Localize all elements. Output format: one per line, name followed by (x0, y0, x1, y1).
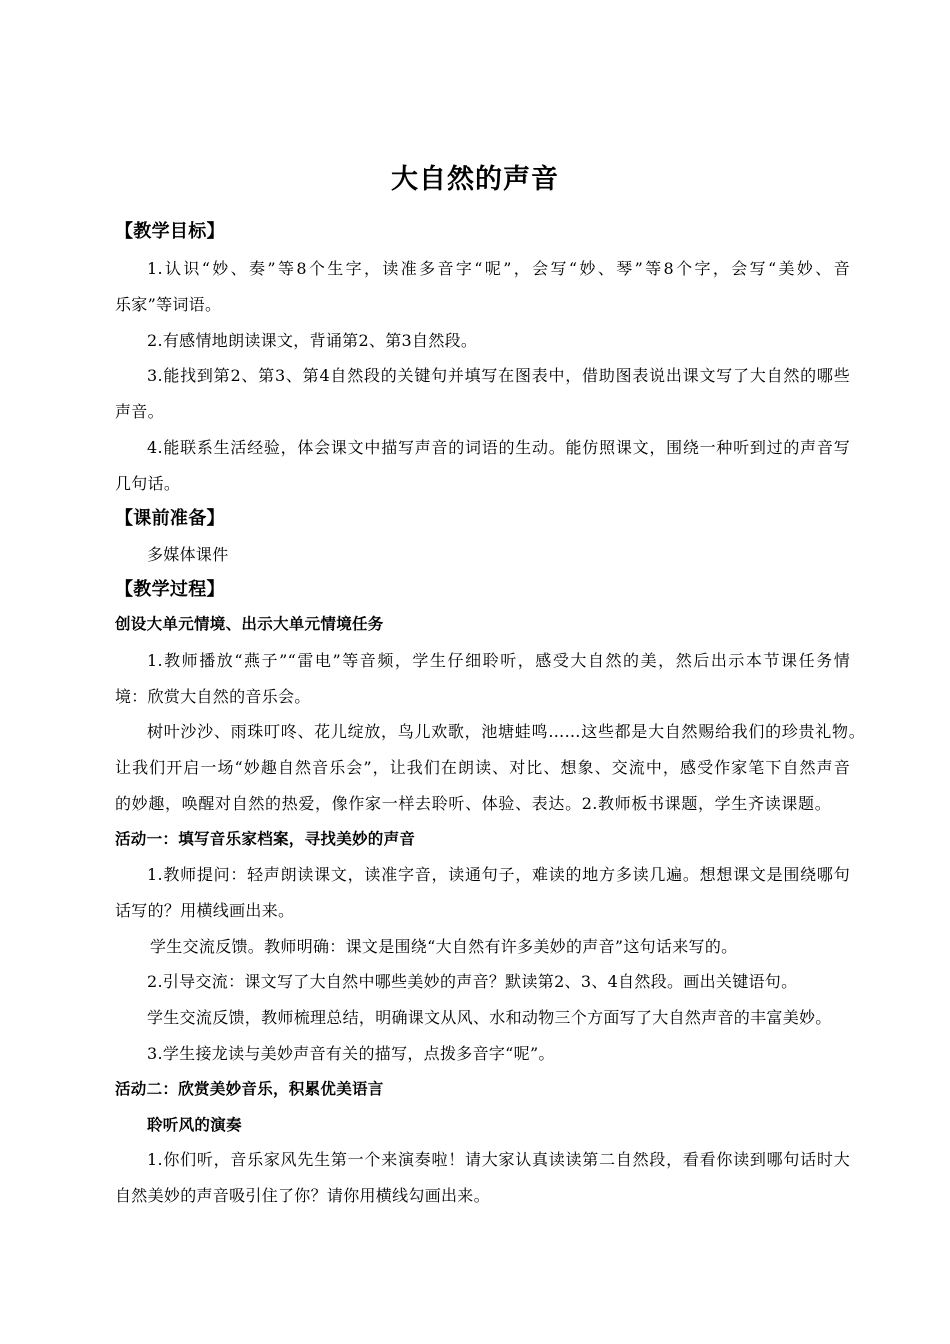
objectives-line: 4.能联系生活经验，体会课文中描写声音的词语的生动。能仿照课文，围绕一种听到过的声音写 (147, 438, 850, 457)
objectives-line: 几句话。 (115, 474, 181, 493)
intro-line: 树叶沙沙、雨珠叮咚、花儿绽放，鸟儿欢歌，池塘蛙鸣……这些都是大自然赐给我们的珍贵礼物。 (147, 722, 865, 741)
activity1-line: 学生交流反馈。教师明确：课文是围绕“大自然有许多美妙的声音”这句话来写的。 (150, 937, 738, 956)
process-heading: 【教学过程】 (115, 579, 225, 600)
activity2-line: 自然美妙的声音吸引住了你？请你用横线勾画出来。 (115, 1186, 490, 1205)
activity2-line: 1.你们听，音乐家风先生第一个来演奏啦！请大家认真读读第二自然段，看看你读到哪句话时大 (147, 1150, 850, 1169)
activity1-line: 1.教师提问：轻声朗读课文，读准字音，读通句子，难读的地方多读几遍。想想课文是围绕哪句 (147, 865, 850, 884)
activity1-line: 2.引导交流：课文写了大自然中哪些美妙的声音？默读第2、3、4自然段。画出关键语句。 (147, 972, 798, 991)
intro-heading: 创设大单元情境、出示大单元情境任务 (115, 615, 384, 633)
intro-line: 的妙趣，唤醒对自然的热爱，像作家一样去聆听、体验、表达。2.教师板书课题，学生齐读课题。 (115, 794, 831, 813)
objectives-line: 2.有感情地朗读课文，背诵第2、第3自然段。 (147, 331, 478, 350)
activity2-heading: 活动二：欣赏美妙音乐，积累优美语言 (115, 1080, 384, 1098)
intro-line: 让我们开启一场“妙趣自然音乐会”，让我们在朗读、对比、想象、交流中，感受作家笔下自然声音 (115, 758, 850, 777)
objectives-line: 声音。 (115, 402, 164, 421)
activity1-line: 3.学生接龙读与美妙声音有关的描写，点拨多音字“呢”。 (147, 1044, 555, 1063)
activity1-line: 学生交流反馈，教师梳理总结，明确课文从风、水和动物三个方面写了大自然声音的丰富美妙。 (147, 1008, 832, 1027)
objectives-heading: 【教学目标】 (115, 221, 225, 242)
intro-line: 1.教师播放“燕子”“雷电”等音频，学生仔细聆听，感受大自然的美，然后出示本节课任务情 (147, 651, 850, 670)
objectives-line: 3.能找到第2、第3、第4自然段的关键句并填写在图表中，借助图表说出课文写了大自然的哪些 (147, 366, 850, 385)
activity1-heading: 活动一：填写音乐家档案，寻找美妙的声音 (115, 830, 416, 848)
document-title: 大自然的声音 (391, 164, 559, 195)
preparation-text: 多媒体课件 (147, 545, 229, 564)
activity2-subheading: 聆听风的演奏 (147, 1116, 242, 1134)
objectives-line: 乐家”等词语。 (115, 295, 222, 314)
activity1-line: 话写的？用横线画出来。 (115, 901, 295, 920)
preparation-heading: 【课前准备】 (115, 508, 225, 529)
objectives-line: 1.认识“妙、奏”等8个生字，读准多音字“呢”，会写“妙、琴”等8个字，会写“美妙、音 (147, 259, 850, 278)
intro-line: 境：欣赏大自然的音乐会。 (115, 687, 311, 706)
